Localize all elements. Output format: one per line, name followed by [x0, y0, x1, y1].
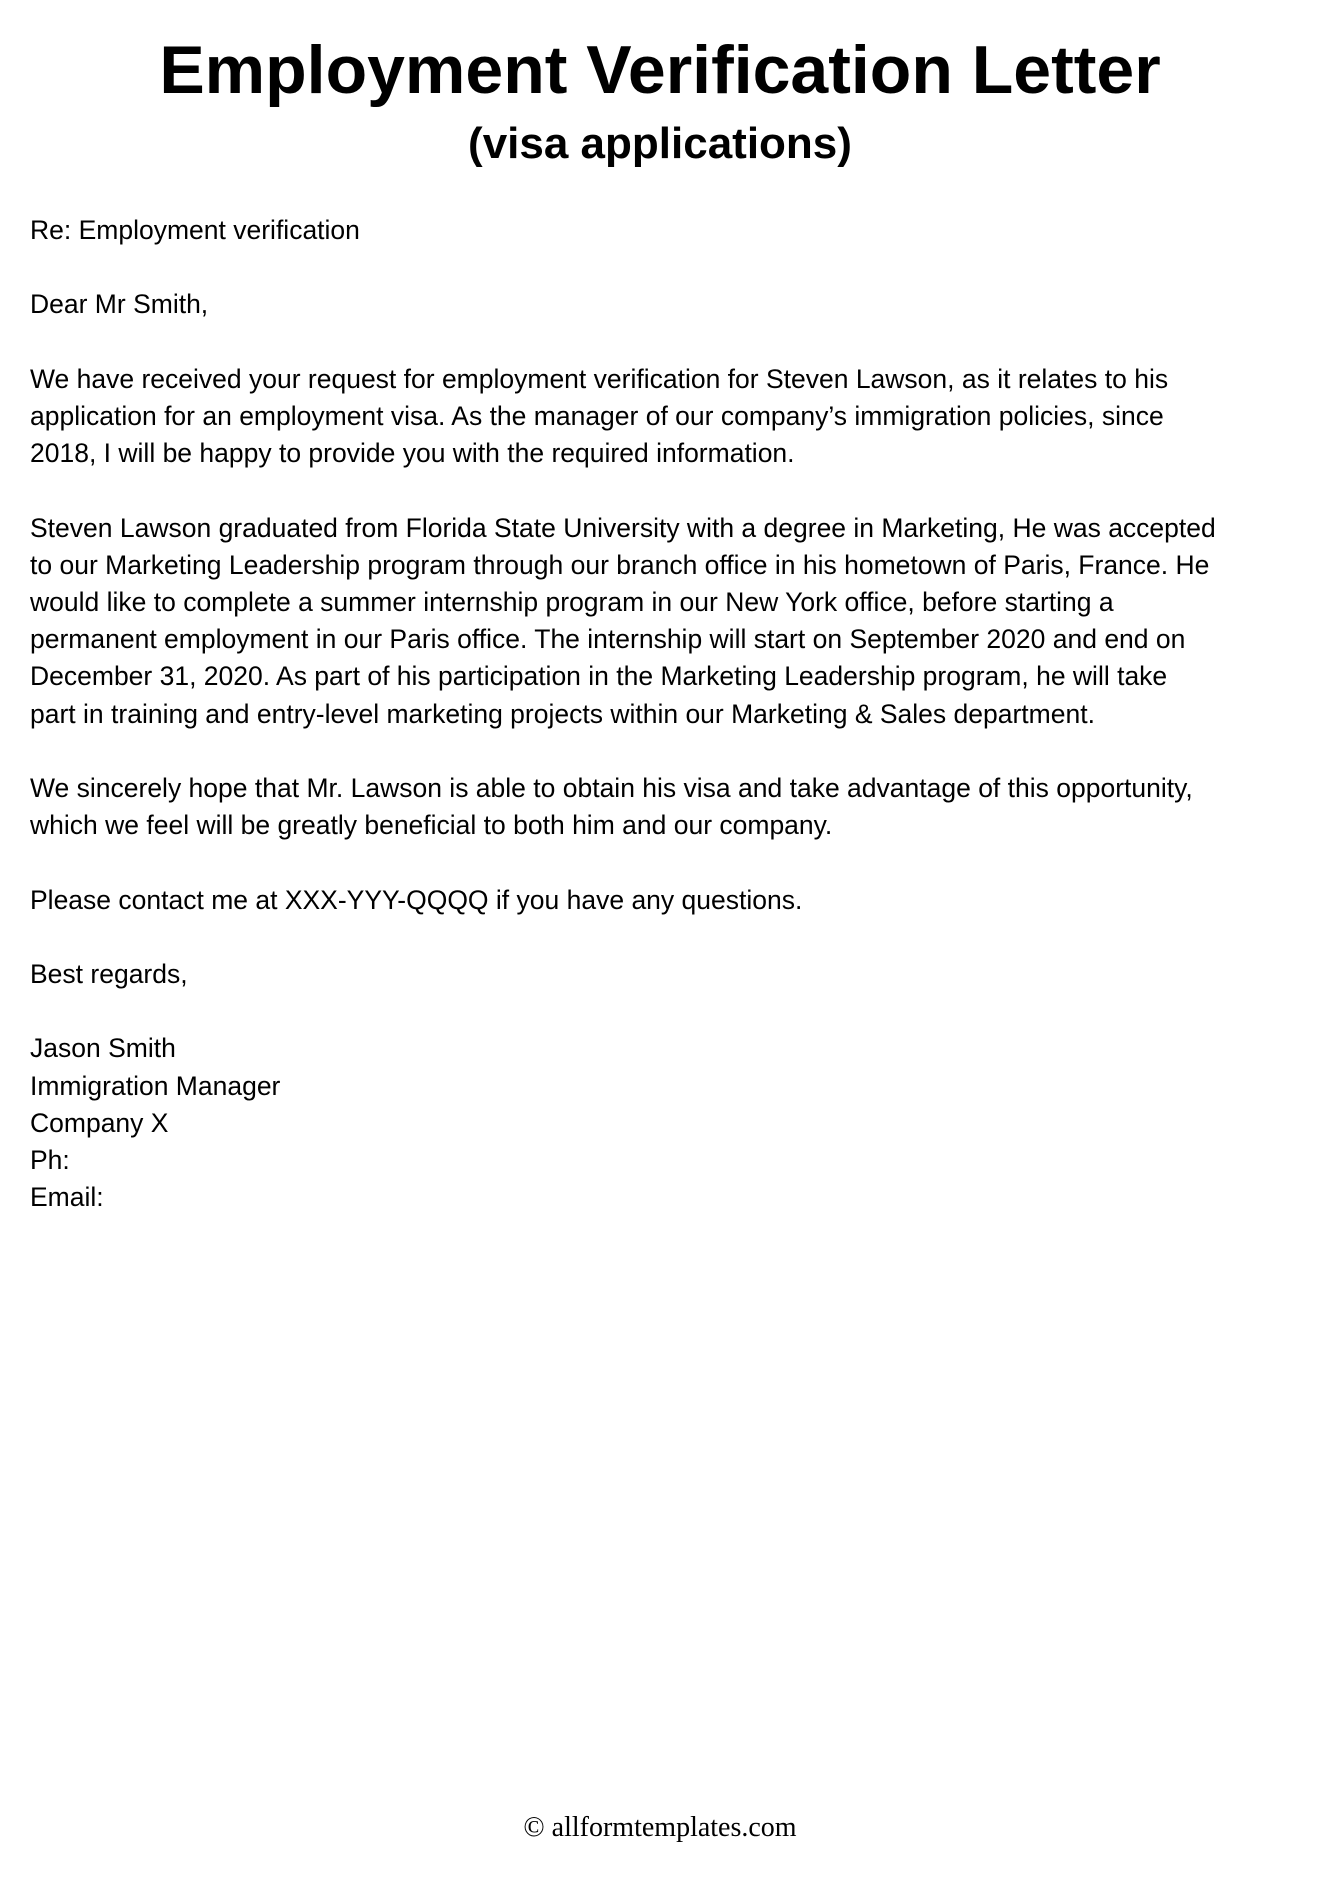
signature-position: Immigration Manager [30, 1070, 281, 1101]
closing: Best regards, [30, 958, 188, 989]
signature-company: Company X [30, 1107, 169, 1138]
footer-copyright: © allformtemplates.com [523, 1812, 797, 1843]
paragraph-request [30, 361, 1290, 473]
paragraph-line: permanent employment in our Paris office. The internship will start on September 2020 and end on [30, 624, 1186, 655]
paragraph-hope [30, 770, 1290, 844]
paragraph-line: We have received your request for employment verification for Steven Lawson, as it relates to his [30, 363, 1169, 394]
signature-phone-label: Ph: [30, 1144, 70, 1175]
contact-line: Please contact me at XXX-YYY-QQQQ if you have any questions. [30, 884, 803, 915]
signature-name: Jason Smith [30, 1033, 176, 1064]
re-line: Re: Employment verification [30, 215, 360, 245]
paragraph-line: December 31, 2020. As part of his participation in the Marketing Leadership program, he will take [30, 661, 1168, 692]
paragraph-line: 2018, I will be happy to provide you with the required information. [30, 438, 795, 469]
document-title: Employment Verification Letter [159, 32, 1161, 108]
signature-email-label: Email: [30, 1182, 104, 1213]
paragraph-line: We sincerely hope that Mr. Lawson is able to obtain his visa and take advantage of this opportunity, [30, 772, 1193, 803]
salutation: Dear Mr Smith, [30, 289, 209, 320]
letter-body [30, 212, 1290, 1254]
paragraph-line: application for an employment visa. As the manager of our company’s immigration policies, since [30, 400, 1164, 431]
signature-block [30, 1030, 1290, 1216]
paragraph-line: Steven Lawson graduated from Florida State University with a degree in Marketing, He was accepted [30, 512, 1216, 543]
paragraph-line: would like to complete a summer internship program in our New York office, before starting a [30, 586, 1114, 617]
paragraph-line: to our Marketing Leadership program through our branch office in his hometown of Paris, France. He [30, 549, 1210, 580]
paragraph-details [30, 510, 1290, 733]
paragraph-line: which we feel will be greatly beneficial to both him and our company. [30, 810, 833, 841]
document-subtitle: (visa applications) [468, 119, 852, 168]
paragraph-line: part in training and entry-level marketing projects within our Marketing & Sales department. [30, 698, 1095, 729]
